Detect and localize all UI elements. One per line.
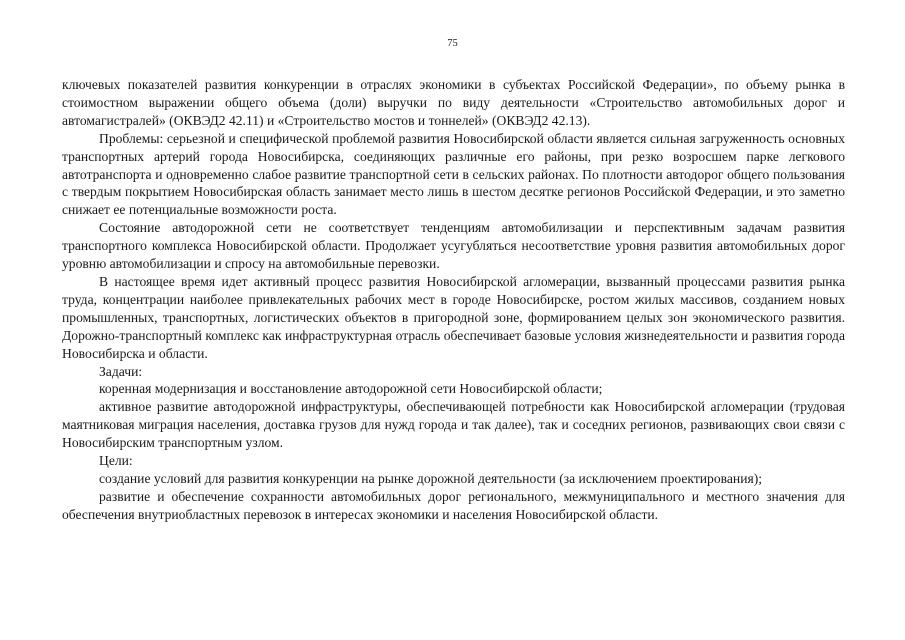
goal-item: создание условий для развития конкуренции на рынке дорожной деятельности (за исключением проектирования);	[99, 470, 763, 486]
paragraph-problems: Проблемы: серьезной и специфической проблемой развития Новосибирской области является сильная загруженность основных транспортных артерий города Новосибирска, соединяющих различные его районы, при резко возросшем парке легкового автотранспорта и одновременно слабое развитие транспортной сети в сельских районах. По плотности автодорог общего пользования с твердым покрытием Новосибирская область занимает место лишь в шестом десятке регионов Российской Федерации, и это заметно снижает ее потенциальные возможности роста.	[62, 130, 845, 218]
goals-heading: Цели:	[99, 453, 133, 469]
goal-item: развитие и обеспечение сохранности автомобильных дорог регионального, межмуниципального и местного значения для обеспечения внутриобластных перевозок в интересах экономики и населения Новосибирской области.	[62, 488, 845, 522]
document-body	[62, 76, 845, 524]
paragraph-agglomeration: В настоящее время идет активный процесс развития Новосибирской агломерации, вызванный процессами развития рынка труда, концентрации наиболее привлекательных рабочих мест в городе Новосибирске, ростом жилых массивов, созданием новых промышленных, транспортных, логистических объектов в пригородной зоне, формированием целых зон экономического развития. Дорожно-транспортный комплекс как инфраструктурная отрасль обеспечивает базовые условия жизнедеятельности и развития города Новосибирска и области.	[62, 273, 845, 361]
paragraph-continuation: ключевых показателей развития конкуренции в отраслях экономики в субъектах Российской Федерации», по объему рынка в стоимостном выражении общего объема (доли) выручки по виду деятельности «Строительство автомобильных дорог и автомагистралей» (ОКВЭД2 42.11) и «Строительство мостов и тоннелей» (ОКВЭД2 42.13).	[62, 77, 845, 128]
page-number: 75	[447, 38, 458, 49]
tasks-heading: Задачи:	[99, 363, 143, 379]
task-item: активное развитие автодорожной инфраструктуры, обеспечивающей потребности как Новосибирской агломерации (трудовая маятниковая миграция населения, доставка грузов для нужд города и так далее), так и соседних регионов, развивающих свои связи с Новосибирским транспортным узлом.	[62, 399, 845, 451]
paragraph-road-network-state: Состояние автодорожной сети не соответствует тенденциям автомобилизации и перспективным задачам развития транспортного комплекса Новосибирской области. Продолжает усугубляться несоответствие уровня развития автомобильных дорог уровню автомобилизации и спросу на автомобильные перевозки.	[62, 220, 845, 272]
task-item: коренная модернизация и восстановление автодорожной сети Новосибирской области;	[99, 381, 603, 397]
